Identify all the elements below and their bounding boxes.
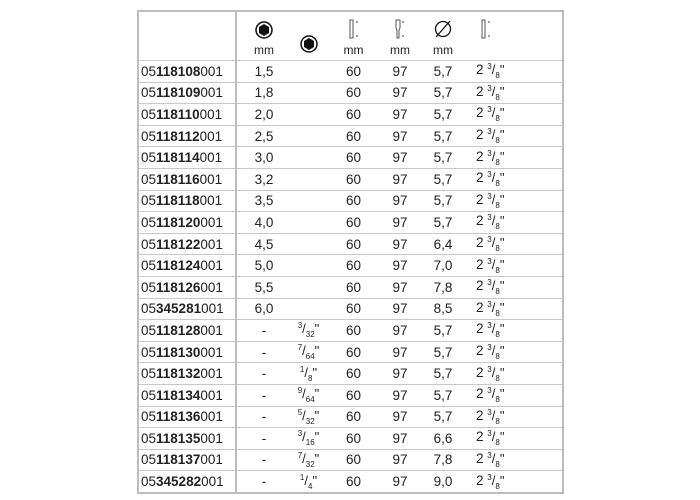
diameter: 5,7 (419, 320, 467, 342)
article-number: 05118128001 (138, 320, 236, 342)
size-inch (291, 125, 326, 147)
table-row (138, 190, 563, 212)
length-inch: 2 $^3/_8$" (467, 449, 563, 471)
overall-length: 97 (381, 406, 419, 428)
bit-length: 60 (326, 233, 381, 255)
fraction-inch: $^9/_{64}$" (297, 386, 320, 405)
bit-length: 60 (326, 147, 381, 169)
article-number: 05118137001 (138, 449, 236, 471)
length-inch: 2 $^3/_8$" (467, 104, 563, 126)
article-number: 05118114001 (138, 147, 236, 169)
size-inch (291, 428, 326, 450)
size-mm: 3,5 (236, 190, 291, 212)
diameter: 5,7 (419, 104, 467, 126)
overall-length: 97 (381, 212, 419, 234)
table-row (138, 320, 563, 342)
bit-length: 60 (326, 168, 381, 190)
header-shank-length (467, 11, 563, 61)
length-inch: 2 $^3/_8$" (467, 61, 563, 83)
length-inch: 2 $^3/_8$" (467, 147, 563, 169)
header-diameter: mm (419, 11, 467, 61)
bit-length: 60 (326, 449, 381, 471)
size-mm: - (236, 471, 291, 493)
length-inch: 2 $^3/_8$" (467, 125, 563, 147)
diameter: 9,0 (419, 471, 467, 493)
diameter: 5,7 (419, 406, 467, 428)
overall-length: 97 (381, 276, 419, 298)
overall-length: 97 (381, 320, 419, 342)
size-inch (291, 212, 326, 234)
size-mm: 2,0 (236, 104, 291, 126)
length-inch: 2 $^3/_8$" (467, 428, 563, 450)
size-inch (291, 190, 326, 212)
article-number: 05118112001 (138, 125, 236, 147)
size-inch (291, 363, 326, 385)
article-number: 05118126001 (138, 276, 236, 298)
diameter: 6,6 (419, 428, 467, 450)
bit-length: 60 (326, 255, 381, 277)
size-mm: 1,8 (236, 82, 291, 104)
size-inch (291, 233, 326, 255)
diameter: 5,7 (419, 147, 467, 169)
table-row (138, 168, 563, 190)
table-row (138, 104, 563, 126)
size-mm: 6,0 (236, 298, 291, 320)
size-mm: 2,5 (236, 125, 291, 147)
header-hex-inch (291, 11, 326, 61)
shank-length-icon (480, 19, 492, 39)
bit-length: 60 (326, 212, 381, 234)
article-number: 05118118001 (138, 190, 236, 212)
diameter: 5,7 (419, 82, 467, 104)
table-row (138, 212, 563, 234)
article-number: 05345282001 (138, 471, 236, 493)
header-hex-mm: mm (236, 11, 291, 61)
article-number: 05118130001 (138, 341, 236, 363)
size-mm: 4,5 (236, 233, 291, 255)
bit-length: 60 (326, 428, 381, 450)
table-row (138, 61, 563, 83)
size-mm: - (236, 406, 291, 428)
table-row (138, 341, 563, 363)
diameter: 5,7 (419, 125, 467, 147)
size-mm: - (236, 341, 291, 363)
overall-length: 97 (381, 255, 419, 277)
size-mm: 3,0 (236, 147, 291, 169)
bit-length: 60 (326, 320, 381, 342)
diameter: 5,7 (419, 190, 467, 212)
size-mm: - (236, 428, 291, 450)
size-mm: 5,5 (236, 276, 291, 298)
length-inch: 2 $^3/_8$" (467, 276, 563, 298)
size-inch (291, 168, 326, 190)
overall-length: 97 (381, 449, 419, 471)
fraction-inch: $^7/_{32}$" (297, 450, 320, 469)
size-mm: - (236, 363, 291, 385)
article-number: 05118108001 (138, 61, 236, 83)
overall-length: 97 (381, 363, 419, 385)
fraction-inch: $^1/_8$" (299, 364, 318, 383)
diameter: 7,0 (419, 255, 467, 277)
overall-length: 97 (381, 190, 419, 212)
screwdriver-length-icon (394, 19, 406, 39)
table-row (138, 147, 563, 169)
bit-length: 60 (326, 276, 381, 298)
article-number: 05345281001 (138, 298, 236, 320)
overall-length: 97 (381, 125, 419, 147)
overall-length: 97 (381, 233, 419, 255)
article-number: 05118132001 (138, 363, 236, 385)
length-inch: 2 $^3/_8$" (467, 168, 563, 190)
diameter: 5,7 (419, 384, 467, 406)
size-inch (291, 276, 326, 298)
diameter: 5,7 (419, 212, 467, 234)
table-row (138, 125, 563, 147)
article-number: 05118122001 (138, 233, 236, 255)
overall-length: 97 (381, 341, 419, 363)
size-mm: 1,5 (236, 61, 291, 83)
bit-length: 60 (326, 125, 381, 147)
article-number: 05118124001 (138, 255, 236, 277)
table-row (138, 233, 563, 255)
size-mm: 3,2 (236, 168, 291, 190)
overall-length: 97 (381, 82, 419, 104)
header-overall-length: mm (381, 11, 419, 61)
overall-length: 97 (381, 384, 419, 406)
size-mm: - (236, 449, 291, 471)
length-inch: 2 $^3/_8$" (467, 384, 563, 406)
diameter: 5,7 (419, 363, 467, 385)
diameter: 5,7 (419, 168, 467, 190)
hex-socket-icon (255, 21, 273, 39)
article-number: 05118135001 (138, 428, 236, 450)
fraction-inch: $^3/_{16}$" (297, 429, 320, 448)
diameter: 8,5 (419, 298, 467, 320)
header-blank (138, 11, 236, 61)
length-inch: 2 $^3/_8$" (467, 255, 563, 277)
bit-length: 60 (326, 384, 381, 406)
bit-length: 60 (326, 341, 381, 363)
size-inch (291, 298, 326, 320)
diameter: 7,8 (419, 276, 467, 298)
size-mm: 4,0 (236, 212, 291, 234)
length-inch: 2 $^3/_8$" (467, 341, 563, 363)
bit-length: 60 (326, 406, 381, 428)
fraction-inch: $^5/_{32}$" (297, 407, 320, 426)
table-row (138, 384, 563, 406)
overall-length: 97 (381, 61, 419, 83)
size-mm: - (236, 384, 291, 406)
length-inch: 2 $^3/_8$" (467, 190, 563, 212)
article-number: 05118109001 (138, 82, 236, 104)
overall-length: 97 (381, 104, 419, 126)
article-number: 05118136001 (138, 406, 236, 428)
size-inch (291, 449, 326, 471)
size-mm: - (236, 320, 291, 342)
article-number: 05118134001 (138, 384, 236, 406)
length-inch: 2 $^3/_8$" (467, 363, 563, 385)
diameter: 5,7 (419, 61, 467, 83)
table-row (138, 406, 563, 428)
table-row (138, 363, 563, 385)
length-inch: 2 $^3/_8$" (467, 212, 563, 234)
table-row (138, 276, 563, 298)
table-row (138, 298, 563, 320)
length-inch: 2 $^3/_8$" (467, 233, 563, 255)
length-inch: 2 $^3/_8$" (467, 471, 563, 493)
article-number: 05118110001 (138, 104, 236, 126)
diameter: 6,4 (419, 233, 467, 255)
bit-length: 60 (326, 298, 381, 320)
bit-length: 60 (326, 471, 381, 493)
diameter: 7,8 (419, 449, 467, 471)
length-inch: 2 $^3/_8$" (467, 406, 563, 428)
size-inch (291, 147, 326, 169)
hex-socket-icon (300, 35, 318, 53)
article-number: 05118120001 (138, 212, 236, 234)
size-inch (291, 384, 326, 406)
size-inch (291, 471, 326, 493)
size-inch (291, 82, 326, 104)
overall-length: 97 (381, 168, 419, 190)
table-row (138, 471, 563, 493)
bit-length-icon (348, 19, 360, 39)
product-spec-table (137, 10, 564, 494)
article-number: 05118116001 (138, 168, 236, 190)
table-row (138, 449, 563, 471)
size-inch (291, 341, 326, 363)
header-row (138, 11, 563, 61)
header-bit-length: mm (326, 11, 381, 61)
length-inch: 2 $^3/_8$" (467, 320, 563, 342)
overall-length: 97 (381, 147, 419, 169)
size-inch (291, 406, 326, 428)
bit-length: 60 (326, 104, 381, 126)
diameter-icon (433, 19, 453, 39)
diameter: 5,7 (419, 341, 467, 363)
size-mm: 5,0 (236, 255, 291, 277)
overall-length: 97 (381, 471, 419, 493)
size-inch (291, 255, 326, 277)
overall-length: 97 (381, 298, 419, 320)
table-row (138, 255, 563, 277)
bit-length: 60 (326, 190, 381, 212)
fraction-inch: $^7/_{64}$" (297, 343, 320, 362)
bit-length: 60 (326, 363, 381, 385)
size-inch (291, 104, 326, 126)
fraction-inch: $^1/_4$" (299, 472, 318, 491)
bit-length: 60 (326, 82, 381, 104)
overall-length: 97 (381, 428, 419, 450)
size-inch (291, 61, 326, 83)
table-row (138, 82, 563, 104)
table-row (138, 428, 563, 450)
fraction-inch: $^3/_{32}$" (297, 321, 320, 340)
size-inch (291, 320, 326, 342)
length-inch: 2 $^3/_8$" (467, 298, 563, 320)
length-inch: 2 $^3/_8$" (467, 82, 563, 104)
bit-length: 60 (326, 61, 381, 83)
